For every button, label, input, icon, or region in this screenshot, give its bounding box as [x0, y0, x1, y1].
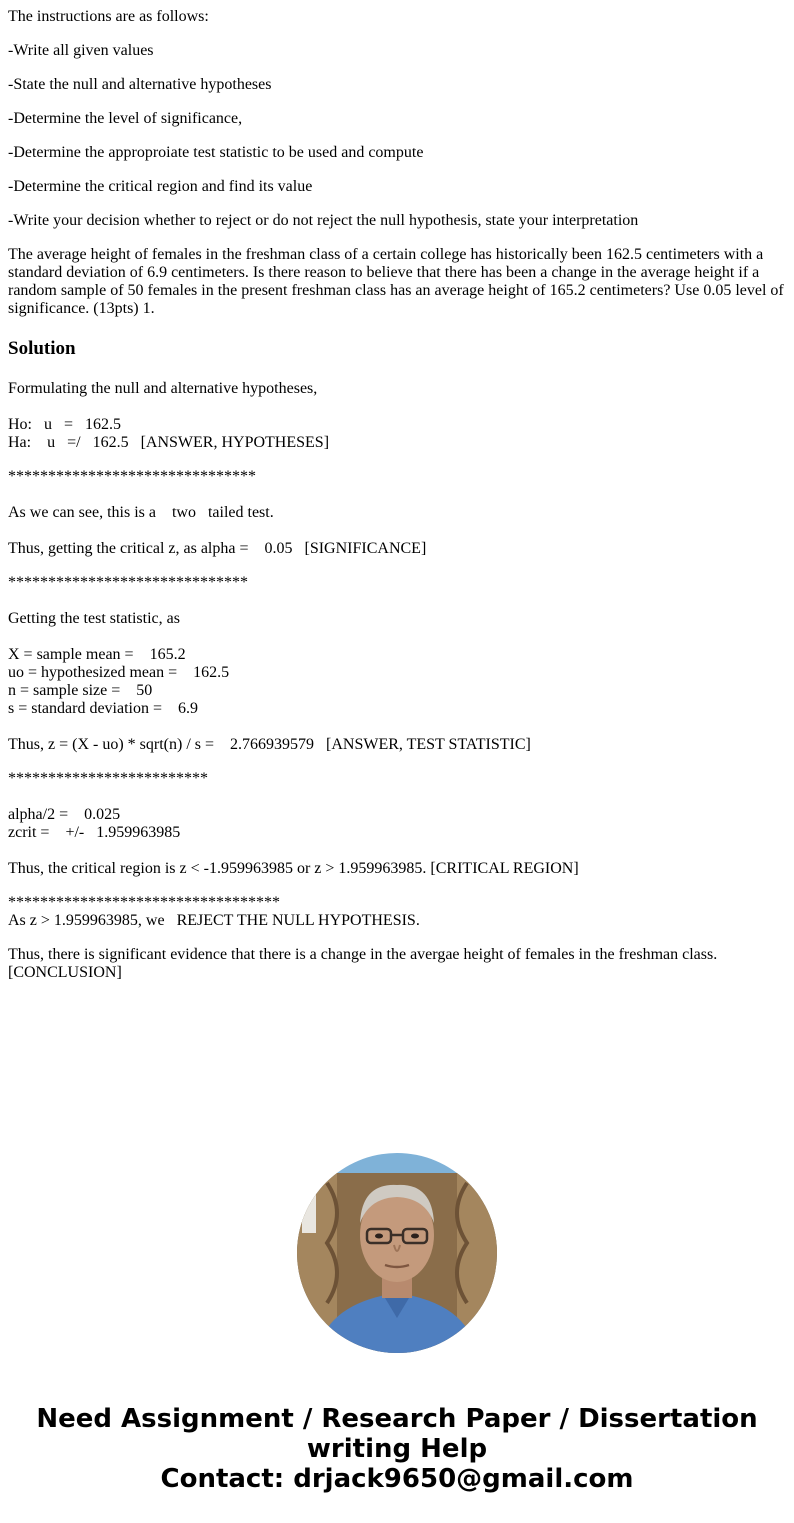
- decision-block: [8, 894, 788, 930]
- decision: As z > 1.959963985, we REJECT THE NULL HYPOTHESIS.: [8, 912, 420, 929]
- alpha-half: alpha/2 = 0.025: [8, 806, 121, 823]
- z-statistic: Thus, z = (X - uo) * sqrt(n) / s = 2.766939579 [ANSWER, TEST STATISTIC]: [8, 736, 531, 753]
- alternative-hypothesis: Ha: u =/ 162.5 [ANSWER, HYPOTHESES]: [8, 434, 330, 451]
- test-statistic-intro: Getting the test statistic, as: [8, 610, 180, 627]
- instruction-step: -Determine the level of significance,: [8, 110, 243, 127]
- footer-contact: Contact: drjack9650@gmail.com: [160, 1464, 634, 1494]
- author-photo: [297, 1153, 497, 1353]
- given-values: [8, 646, 788, 718]
- footer-line: Need Assignment / Research Paper / Dissertation: [36, 1404, 758, 1434]
- instruction-step: -Determine the approproiate test statistic to be used and compute: [8, 144, 424, 161]
- instruction-step: -Write all given values: [8, 42, 154, 59]
- author-portrait-image: [297, 1153, 497, 1353]
- separator: **********************************: [8, 894, 280, 911]
- hypotheses-intro: Formulating the null and alternative hypotheses,: [8, 380, 318, 397]
- instruction-step: -Write your decision whether to reject or do not reject the null hypothesis, state your interpretation: [8, 212, 639, 229]
- footer-banner: [0, 1404, 794, 1494]
- footer-line: writing Help: [306, 1434, 488, 1464]
- critical-values: [8, 806, 788, 842]
- separator: *************************: [8, 770, 208, 787]
- given-value: uo = hypothesized mean = 162.5: [8, 664, 230, 681]
- conclusion: Thus, there is significant evidence that there is a change in the avergae height of females in the freshman class. [CONCLUSION]: [8, 946, 726, 981]
- significance-statement: Thus, getting the critical z, as alpha = 0.05 [SIGNIFICANCE]: [8, 540, 427, 557]
- z-critical: zcrit = +/- 1.959963985: [8, 824, 181, 841]
- tail-statement: As we can see, this is a two tailed test.: [8, 504, 274, 521]
- given-value: s = standard deviation = 6.9: [8, 700, 199, 717]
- solution-heading: Solution: [8, 338, 76, 359]
- document-body: [8, 8, 788, 998]
- hypotheses-block: [8, 416, 788, 452]
- given-value: n = sample size = 50: [8, 682, 153, 699]
- instruction-step: -Determine the critical region and find its value: [8, 178, 313, 195]
- problem-statement: The average height of females in the freshman class of a certain college has historically been 162.5 centimeters with a standard deviation of 6.9 centimeters. Is there reason to believe that there has been a change in the average height if a random sample of 50 females in the present freshman class has an average height of 165.2 centimeters? Use 0.05 level of significance. (13pts) 1.: [8, 246, 788, 317]
- critical-region: Thus, the critical region is z < -1.959963985 or z > 1.959963985. [CRITICAL REGION]: [8, 860, 579, 877]
- given-value: X = sample mean = 165.2: [8, 646, 186, 663]
- separator: *******************************: [8, 468, 256, 485]
- instructions-intro: The instructions are as follows:: [8, 8, 209, 25]
- instruction-step: -State the null and alternative hypotheses: [8, 76, 272, 93]
- null-hypothesis: Ho: u = 162.5: [8, 416, 122, 433]
- separator: ******************************: [8, 574, 248, 591]
